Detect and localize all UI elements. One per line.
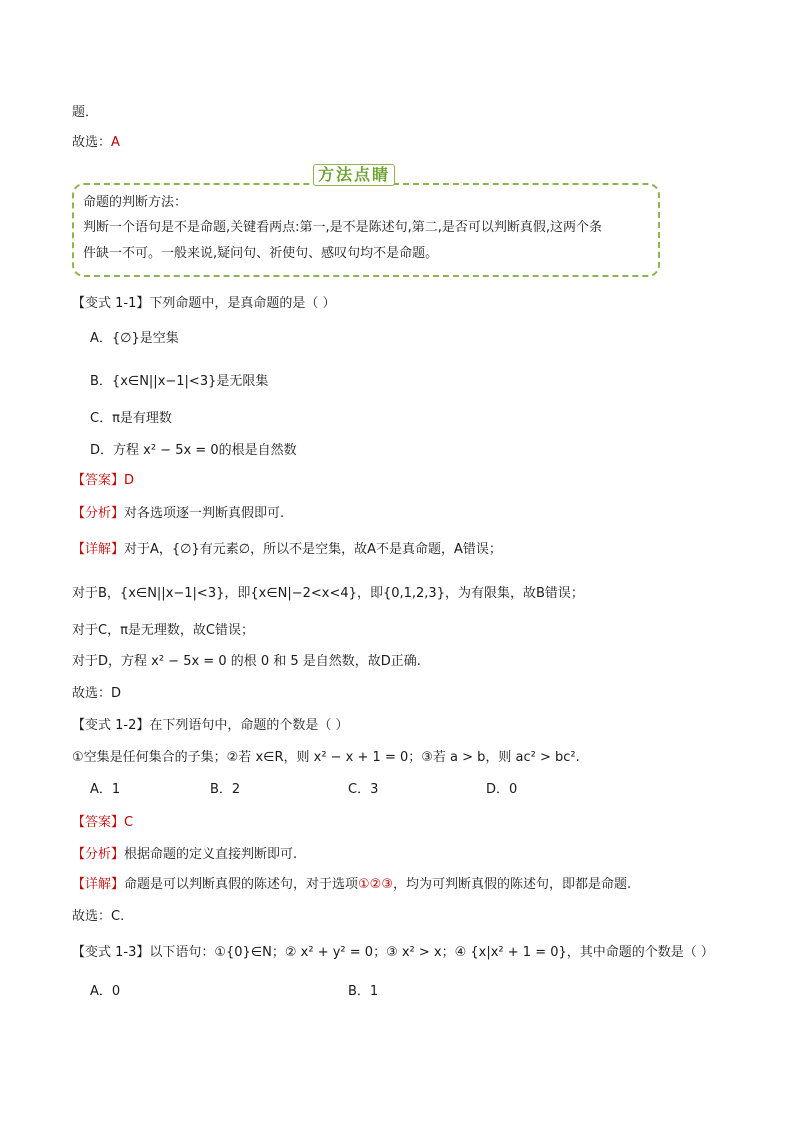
answer-line [72,814,133,832]
option-d: D．方程 x² − 5x = 0的根是自然数 [90,443,297,458]
method-box-title: 方法点睛 [313,164,395,186]
option-a: A．1 [90,782,121,797]
detail-text: ，均为可判断真假的陈述句，即都是命题. [393,877,632,892]
detail-label: 【详解】 [72,877,125,892]
statement-line: ①空集是任何集合的子集；②若 x∈R，则 x² − x + 1 = 0；③若 a > b，则 ac² > bc². [72,750,580,765]
analysis-line [72,505,284,523]
analysis-line [72,846,297,864]
analysis-text: 对各选项逐一判断真假即可. [124,506,285,521]
answer-value: C [124,815,134,830]
detail-line: 对于B，{x∈N||x−1|<3}，即{x∈N|−2<x<4}，即{0,1,2,3}，为有限集，故B错误； [72,586,584,601]
option-c: C．3 [348,782,379,797]
detail-text: 命题是可以判断真假的陈述句，对于选项 [124,877,359,892]
question-title: 【变式 1-1】下列命题中，是真命题的是（ ） [72,296,336,311]
detail-highlight: ①②③ [358,877,393,892]
detail-text: 对于A，{∅}有元素∅，所以不是空集，故A不是真命题，A错误； [124,542,502,557]
answer-label: 【答案】 [72,815,125,830]
option-c: C．π是有理数 [90,411,172,426]
conclusion-line: 故选：D [72,686,122,701]
conclusion-label: 故选： [72,135,112,150]
detail-line: 对于D，方程 x² − 5x = 0 的根 0 和 5 是自然数，故D正确. [72,654,421,669]
method-box-line: 命题的判断方法： [83,195,188,210]
option-d: D．0 [486,782,518,797]
detail-line [72,541,502,559]
analysis-text: 根据命题的定义直接判断即可. [124,847,298,862]
option-b: B．{x∈N||x−1|<3}是无限集 [90,374,269,389]
conclusion-line [72,134,120,152]
option-a: A．0 [90,984,121,999]
conclusion-value: A [111,135,120,150]
detail-label: 【详解】 [72,542,125,557]
detail-line [72,876,631,894]
answer-line [72,472,134,490]
option-b: B．2 [210,782,241,797]
analysis-label: 【分析】 [72,847,125,862]
text-line: 题． [72,105,99,120]
option-a: A．{∅}是空集 [90,331,179,346]
method-box-line: 件缺一不可。一般来说,疑问句、祈使句、感叹句均不是命题。 [83,246,439,261]
option-b: B．1 [348,984,379,999]
method-box-line: 判断一个语句是不是命题,关键看两点:第一,是不是陈述句,第二,是否可以判断真假,这两个条 [83,220,603,235]
answer-value: D [124,473,135,488]
question-title: 【变式 1-3】以下语句：①{0}∈N；② x² + y² = 0；③ x² > x；④ {x|x² + 1 = 0}，其中命题的个数是（ ） [72,945,714,960]
answer-label: 【答案】 [72,473,125,488]
analysis-label: 【分析】 [72,506,125,521]
conclusion-line: 故选：C. [72,909,125,924]
question-title: 【变式 1-2】在下列语句中，命题的个数是（ ） [72,718,349,733]
detail-line: 对于C，π是无理数，故C错误； [72,623,254,638]
